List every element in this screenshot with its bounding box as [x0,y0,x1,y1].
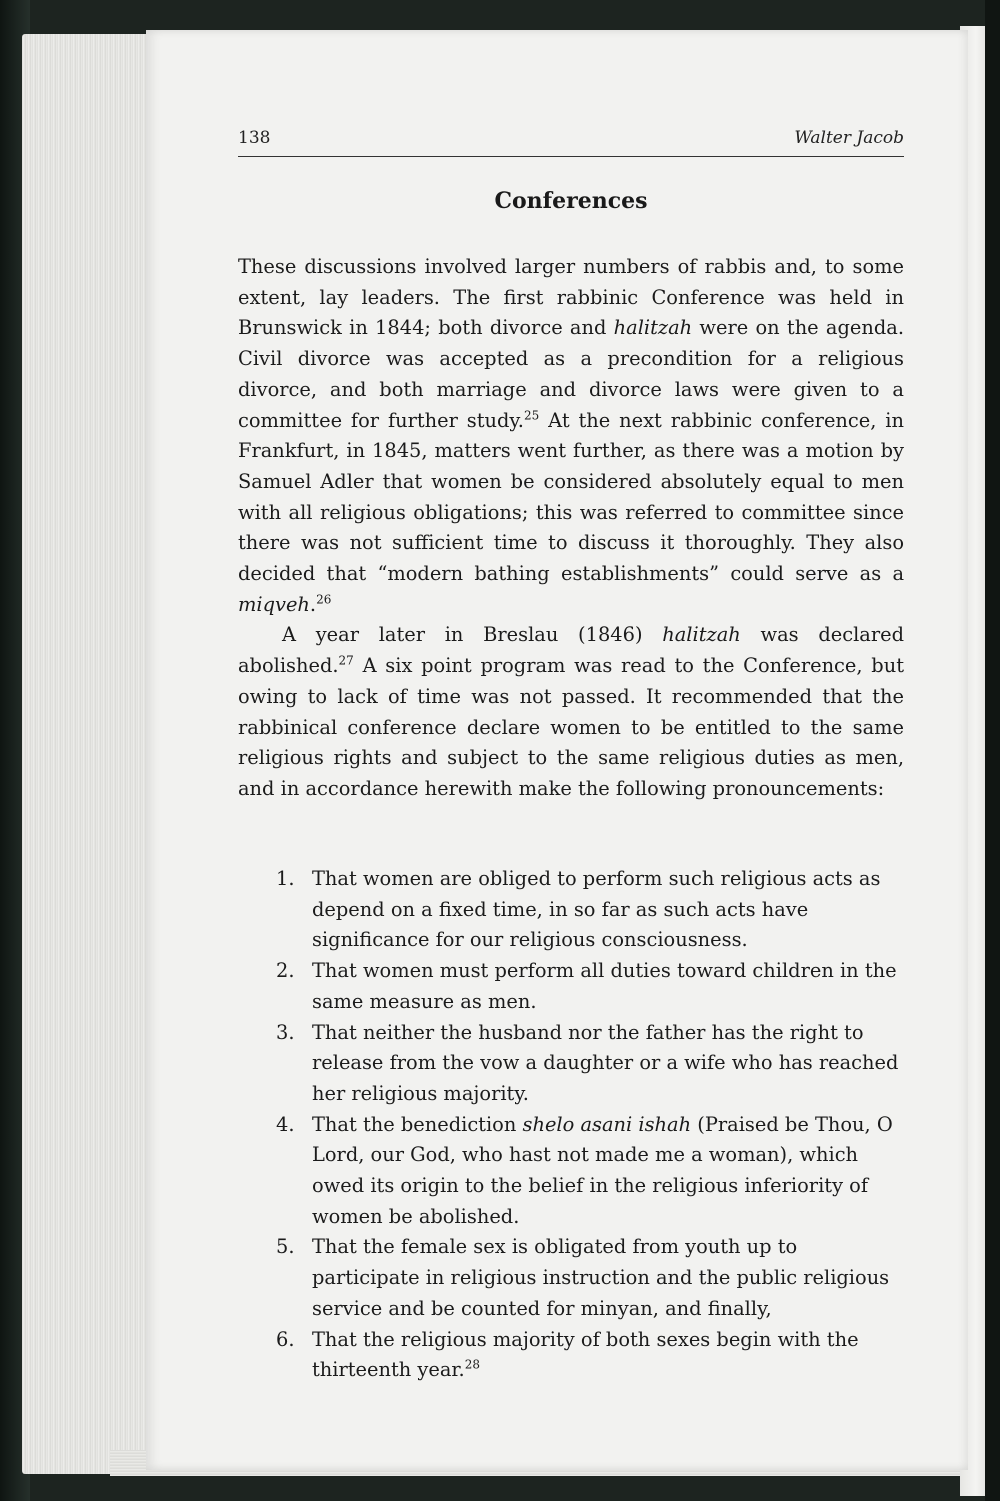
list-item [262,1018,902,1110]
text-run: was declared abolished. [238,623,904,678]
text-run: At the next rabbinic conference, in Frankfurt, in 1845, matters went further, as there was a motion by Samuel Adler that women be considered absolutely equal to men with all religious obligations; this was referred to committee since there was not sufficient time to discuss it thoroughly. They also decided that “modern bathing establishments” could serve as a [238,408,904,586]
footnote-ref: 25 [523,408,540,423]
text-run: A six point program was read to the Conference, but owing to lack of time was not passed. It recommended that the rabbinical conference declare women to be entitled to the same religious rights and subject to the same religious duties as men, and in accordance herewith make the following pronouncements: [238,654,904,800]
list-text [312,1325,902,1386]
paragraph-1 [238,252,904,620]
text-run: That the religious majority of both sexes begin with the thirteenth year. [312,1327,859,1382]
italic-term: halitzah [613,316,693,340]
footnote-ref: 28 [464,1357,481,1372]
book-page [146,30,968,1470]
list-number: 2. [276,959,295,983]
list-number: 4. [276,1112,295,1136]
page-number: 138 [238,128,271,148]
list-number: 6. [276,1327,295,1351]
list-text: That the female sex is obligated from youth up to participate in religious instruction and the public religious service and be counted for minyan, and finally, [312,1235,890,1320]
page-stack-edge [22,34,152,1474]
pronouncements-list [262,864,902,1386]
list-text: That women are obliged to perform such religious acts as depend on a fixed time, in so far as such acts have significance for our religious consciousness. [312,867,881,952]
list-item [262,1110,902,1233]
paragraph-2 [238,620,904,804]
italic-term: shelo asani ishah [522,1112,692,1136]
list-item [262,1232,902,1324]
list-number: 1. [276,867,295,890]
footnote-ref: 26 [316,592,332,607]
list-number: 5. [276,1235,295,1259]
text-run: That the benediction [312,1112,523,1136]
list-text: That neither the husband nor the father has the right to release from the vow a daughter or a wife who has reached her religious majority. [312,1020,899,1105]
body-text [238,252,904,805]
text-run: were on the agenda. Civil divorce was accepted as a precondition for a religious divorce, and both marriage and divorce laws were given to a committee for further study. [238,316,904,432]
italic-term: halitzah [662,623,741,647]
list-item [262,864,902,956]
page-header [238,128,904,157]
text-run: A year later in Breslau (1846) [282,623,663,647]
running-head: Walter Jacob [794,128,904,148]
background-right [985,0,1000,1501]
list-item [262,1325,902,1386]
section-title: Conferences [494,188,648,214]
text-run: (Praised be Thou, O Lord, our God, who hast not made me a woman), which owed its origin to the belief in the religious inferiority of women be abolished. [312,1112,893,1228]
list-text: That women must perform all duties toward children in the same measure as men. [312,959,897,1013]
list-number: 3. [276,1020,295,1044]
footnote-ref: 27 [338,653,354,668]
text-run: These discussions involved larger numbers of rabbis and, to some extent, lay leaders. The first rabbinic Conference was held in Brunswick in 1844; both divorce and [238,255,904,340]
text-run: . [309,592,317,616]
italic-term: miqveh [238,592,310,616]
list-text [312,1110,902,1233]
list-item [262,956,902,1017]
